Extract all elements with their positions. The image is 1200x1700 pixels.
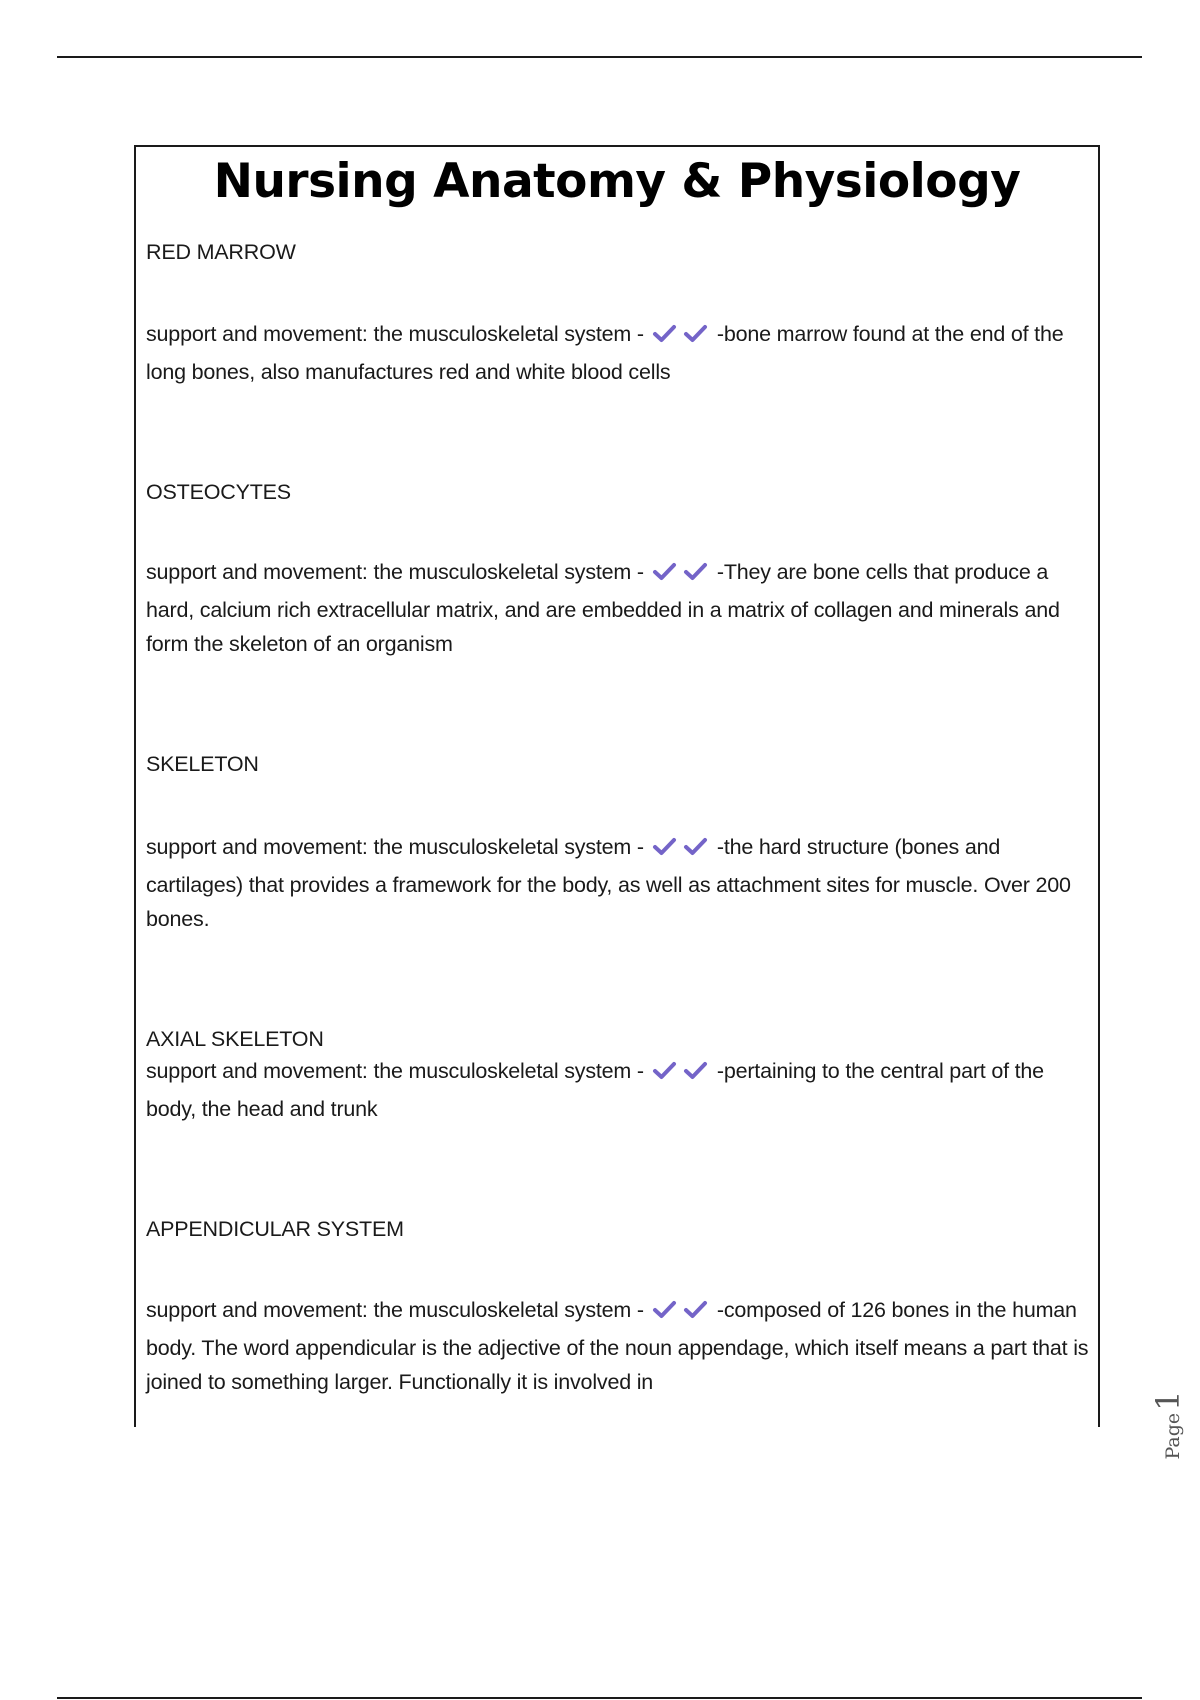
check-icon: [652, 1061, 677, 1081]
check-pair: [652, 833, 714, 868]
term-red-marrow: RED MARROW: [146, 240, 296, 264]
definition-text: -bone marrow found at the end of the long bones, also manufactures red and white blood cells: [146, 322, 1064, 384]
page-label: Page: [1162, 1412, 1184, 1460]
term-osteocytes: OSTEOCYTES: [146, 480, 291, 504]
check-icon: [683, 1300, 708, 1320]
check-pair: [652, 320, 714, 355]
check-icon: [683, 324, 708, 344]
check-pair: [652, 1057, 714, 1092]
header-rule: [57, 56, 1142, 58]
definition-osteocytes: [146, 555, 1092, 662]
term-axial-skeleton: AXIAL SKELETON: [146, 1027, 324, 1051]
term-appendicular-system: APPENDICULAR SYSTEM: [146, 1217, 404, 1241]
document-title: Nursing Anatomy & Physiology: [213, 154, 1021, 209]
definition-prefix: support and movement: the musculoskeletal system -: [146, 322, 644, 346]
definition-text: -the hard structure (bones and cartilages) that provides a framework for the body, as well as attachment sites for muscle. Over 200 bones.: [146, 835, 1071, 931]
footer-rule: [57, 1697, 1142, 1699]
definition-prefix: support and movement: the musculoskeletal system -: [146, 835, 644, 859]
check-icon: [652, 837, 677, 857]
definition-text: -pertaining to the central part of the body, the head and trunk: [146, 1059, 1044, 1121]
definition-appendicular-system: [146, 1293, 1092, 1400]
definition-prefix: support and movement: the musculoskeletal system -: [146, 560, 644, 584]
term-skeleton: SKELETON: [146, 752, 259, 776]
check-icon: [683, 1061, 708, 1081]
page-number: [1148, 1380, 1188, 1470]
definition-text: -composed of 126 bones in the human body. The word appendicular is the adjective of the noun appendage, which itself means a part that is joined to something larger. Functionally it is involved in: [146, 1298, 1089, 1394]
document-content-box: [134, 145, 1100, 1427]
check-icon: [683, 562, 708, 582]
definition-prefix: support and movement: the musculoskeletal system -: [146, 1298, 644, 1322]
definition-text: -They are bone cells that produce a hard, calcium rich extracellular matrix, and are embedded in a matrix of collagen and minerals and form the skeleton of an organism: [146, 560, 1060, 656]
definition-prefix: support and movement: the musculoskeletal system -: [146, 1059, 644, 1083]
page-number-value: 1: [1149, 1390, 1187, 1411]
check-icon: [683, 837, 708, 857]
definition-axial-skeleton: [146, 1054, 1092, 1126]
check-pair: [652, 1296, 714, 1331]
check-icon: [652, 1300, 677, 1320]
definition-skeleton: [146, 830, 1092, 937]
check-icon: [652, 324, 677, 344]
page-number-rotated: [1149, 1390, 1187, 1459]
definition-red-marrow: [146, 317, 1092, 389]
check-pair: [652, 558, 714, 593]
check-icon: [652, 562, 677, 582]
